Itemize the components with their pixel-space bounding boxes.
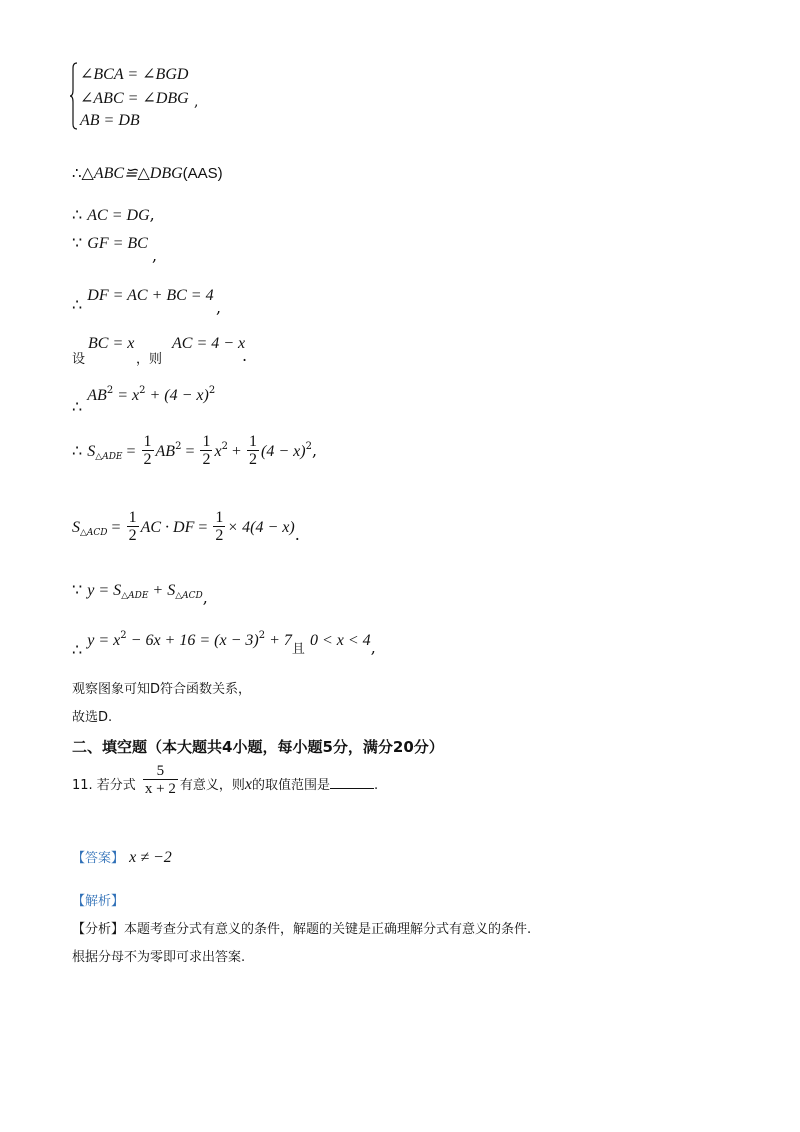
eq-s-ade	[72, 434, 317, 469]
fraction-half-3	[247, 434, 259, 469]
eq-gf-bc	[72, 233, 148, 253]
congruence-line	[72, 163, 223, 183]
plus: +	[227, 443, 245, 460]
ab-mid2: + (4 − x)	[145, 387, 209, 404]
therefore-symbol: ∴	[72, 205, 83, 224]
x-term: x	[214, 443, 222, 460]
therefore-symbol: ∴	[72, 441, 83, 460]
ab-lhs: AB	[87, 387, 107, 404]
eq-df-text: DF = AC + BC = 4	[87, 287, 214, 304]
question-11	[72, 763, 378, 798]
let-expr-1: BC = x	[88, 335, 135, 352]
eq-y-def	[72, 580, 208, 607]
trail-comma: ,	[311, 441, 318, 460]
eq-df	[72, 285, 214, 314]
plus-s: + S	[148, 582, 176, 599]
x-exp: 2	[139, 385, 146, 396]
y-expr-1: y = x	[87, 632, 121, 649]
s-symbol: S	[87, 443, 96, 460]
trail-comma: ,	[370, 638, 376, 657]
y-expr-2: − 6x + 16 = (x − 3)	[126, 632, 259, 649]
therefore-symbol: ∴	[72, 397, 83, 416]
observe-text: 观察图象可知D符合函数关系，	[72, 682, 252, 697]
equals: =	[107, 519, 125, 536]
paren-exp: 2	[305, 441, 312, 452]
ab-exp: 2	[106, 385, 114, 396]
q11-text: 有意义，则	[179, 778, 245, 793]
analysis-sub-tag: 【分析】	[72, 922, 125, 937]
ac-df-term: AC · DF	[140, 519, 195, 536]
qie-text: 且	[291, 642, 305, 657]
eq-gf-bc-text: GF = BC	[87, 235, 148, 252]
congruence-reason: (AAS)	[182, 165, 223, 182]
fraction-half-2	[200, 434, 212, 469]
left-brace-icon	[70, 62, 78, 130]
x-range: 0 < x < 4	[309, 632, 371, 649]
because-symbol: ∵	[72, 580, 83, 599]
y-eq-s: y = S	[87, 582, 122, 599]
let-she: 设	[72, 352, 86, 367]
q11-number: 11. 若分式	[72, 778, 136, 793]
s-ade-subscript: △ADE	[121, 591, 149, 601]
numerator: 1	[143, 433, 152, 450]
tail-term: × 4(4 − x)	[227, 519, 295, 536]
fraction-half-2	[213, 510, 225, 545]
answer-value: x ≠ −2	[129, 849, 172, 866]
eq-ac-dg	[72, 205, 155, 225]
eq-ab-squared	[72, 385, 216, 416]
x-exp: 2	[120, 630, 127, 641]
ab-mid: = x	[113, 387, 140, 404]
paren-exp: 2	[258, 630, 266, 641]
denominator: 2	[143, 451, 152, 468]
q11-var: x	[244, 776, 252, 793]
q11-fraction	[143, 763, 178, 798]
denominator: 2	[215, 527, 224, 544]
therefore-symbol: ∴	[72, 640, 83, 659]
because-symbol: ∵	[72, 233, 83, 252]
numerator: 1	[249, 433, 257, 450]
paren-term: (4 − x)	[261, 443, 306, 460]
system-line-1: ∠BCA = ∠BGD	[80, 66, 189, 83]
fraction-half-1	[127, 510, 139, 545]
answer-blank	[330, 776, 374, 789]
s-symbol: S	[72, 519, 80, 536]
equals-2: =	[181, 443, 199, 460]
conclusion-text: 根据分母不为零即可求出答案.	[72, 950, 246, 965]
system-comma: ,	[194, 94, 199, 110]
eq-df-comma: ,	[216, 298, 222, 317]
q11-denominator: x + 2	[144, 781, 176, 797]
eq-ac-dg-text: AC = DG	[87, 207, 150, 224]
trail-period: .	[294, 525, 300, 544]
s-acd-subscript: △ACD	[175, 591, 203, 601]
answer-line	[72, 847, 172, 867]
therefore-symbol: ∴	[72, 295, 83, 314]
numerator: 1	[215, 509, 224, 526]
denominator: 2	[249, 451, 257, 468]
choose-text: 故选D.	[72, 710, 113, 725]
denominator: 2	[202, 451, 211, 468]
eq-ac-dg-comma: ,	[149, 205, 155, 224]
s-acd-subscript: △ACD	[80, 528, 108, 538]
therefore-symbol: ∴	[72, 164, 82, 182]
let-expr-2: AC = 4 − x	[172, 335, 246, 352]
congruence-text: △ABC≌△DBG	[81, 165, 183, 182]
equals-2: =	[194, 519, 212, 536]
answer-tag: 【答案】	[72, 851, 125, 866]
trail-comma: ,	[202, 588, 208, 607]
q11-numerator: 5	[156, 763, 165, 779]
eq-gf-bc-comma: ,	[152, 246, 158, 265]
ab-term: AB	[155, 443, 176, 460]
numerator: 1	[202, 433, 211, 450]
paren-exp: 2	[208, 385, 216, 396]
y-expr-3: + 7	[265, 632, 292, 649]
let-period: .	[242, 346, 248, 365]
x-exp: 2	[221, 441, 228, 452]
eq-s-acd	[72, 510, 300, 545]
system-line-3: AB = DB	[80, 112, 140, 129]
equals: =	[122, 443, 140, 460]
fraction-half-1	[142, 434, 154, 469]
analysis-tag: 【解析】	[72, 894, 125, 909]
q11-end: .	[374, 778, 379, 793]
ab-exp: 2	[175, 441, 182, 452]
section-heading: 二、填空题（本大题共4小题，每小题5分，满分20分）	[72, 738, 444, 756]
eq-y-expr	[72, 630, 376, 659]
numerator: 1	[128, 509, 137, 526]
let-ze: ，则	[136, 352, 163, 367]
analysis-text: 本题考查分式有意义的条件，解题的关键是正确理解分式有意义的条件.	[124, 922, 532, 937]
denominator: 2	[128, 527, 137, 544]
q11-text2: 的取值范围是	[252, 778, 331, 793]
s-ade-subscript: △ADE	[95, 452, 123, 462]
system-line-2: ∠ABC = ∠DBG	[80, 90, 189, 107]
analysis-line	[72, 918, 531, 937]
